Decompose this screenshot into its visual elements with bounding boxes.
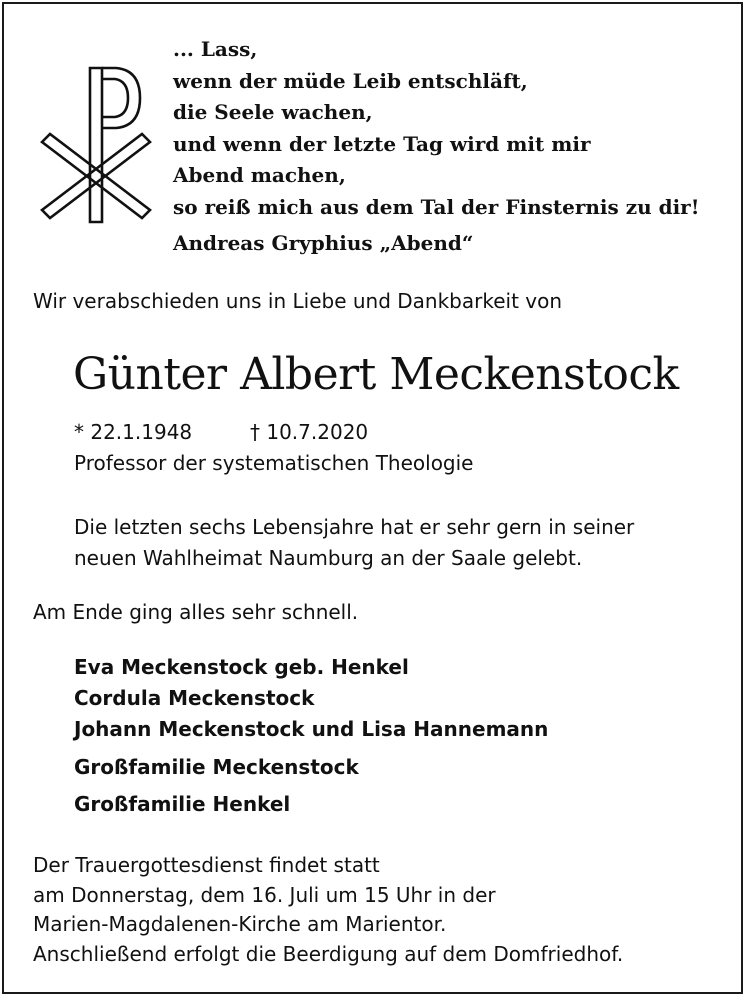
poem-line: ... Lass, [173, 37, 258, 61]
mourner: Großfamilie Henkel [74, 792, 291, 816]
poem-line: Abend machen, [173, 163, 346, 187]
paragraph-line: Die letzten sechs Lebensjahre hat er sehr gern in seiner [74, 515, 635, 539]
mourner: Eva Meckenstock geb. Henkel [74, 655, 409, 679]
service-line: Marien-Magdalenen-Kirche am Marientor. [33, 912, 447, 936]
ending-text: Am Ende ging alles sehr schnell. [33, 600, 359, 624]
poem-source: Andreas Gryphius „Abend“ [173, 231, 474, 255]
poem-line: so reiß mich aus dem Tal der Finsternis zu dir! [173, 194, 700, 219]
life-dates [74, 420, 369, 444]
service-line: am Donnerstag, dem 16. Juli um 15 Uhr in der [33, 882, 496, 907]
birth-date: * 22.1.1948 [74, 420, 193, 444]
life-paragraph [74, 512, 634, 574]
paragraph-line: neuen Wahlheimat Naumburg an der Saale gelebt. [74, 546, 583, 570]
death-date: † 10.7.2020 [250, 420, 369, 444]
poem-line: die Seele wachen, [173, 100, 373, 124]
service-line: Anschließend erfolgt die Beerdigung auf dem Domfriedhof. [33, 941, 624, 966]
service-line: Der Trauergottesdienst findet statt [33, 853, 380, 877]
mourner: Cordula Meckenstock [74, 686, 315, 710]
mourner: Großfamilie Meckenstock [74, 755, 359, 779]
chi-rho-icon [36, 60, 156, 230]
mourner: Johann Meckenstock und Lisa Hannemann [74, 717, 549, 741]
deceased-name: Günter Albert Meckenstock [73, 349, 679, 400]
service-info [33, 851, 623, 969]
poem-line: und wenn der letzte Tag wird mit mir [173, 131, 591, 156]
intro-text: Wir verabschieden uns in Liebe und Dankbarkeit von [33, 289, 563, 313]
poem-line: wenn der müde Leib entschläft, [173, 68, 528, 93]
poem [173, 34, 700, 260]
deceased-title: Professor der systematischen Theologie [74, 451, 474, 475]
